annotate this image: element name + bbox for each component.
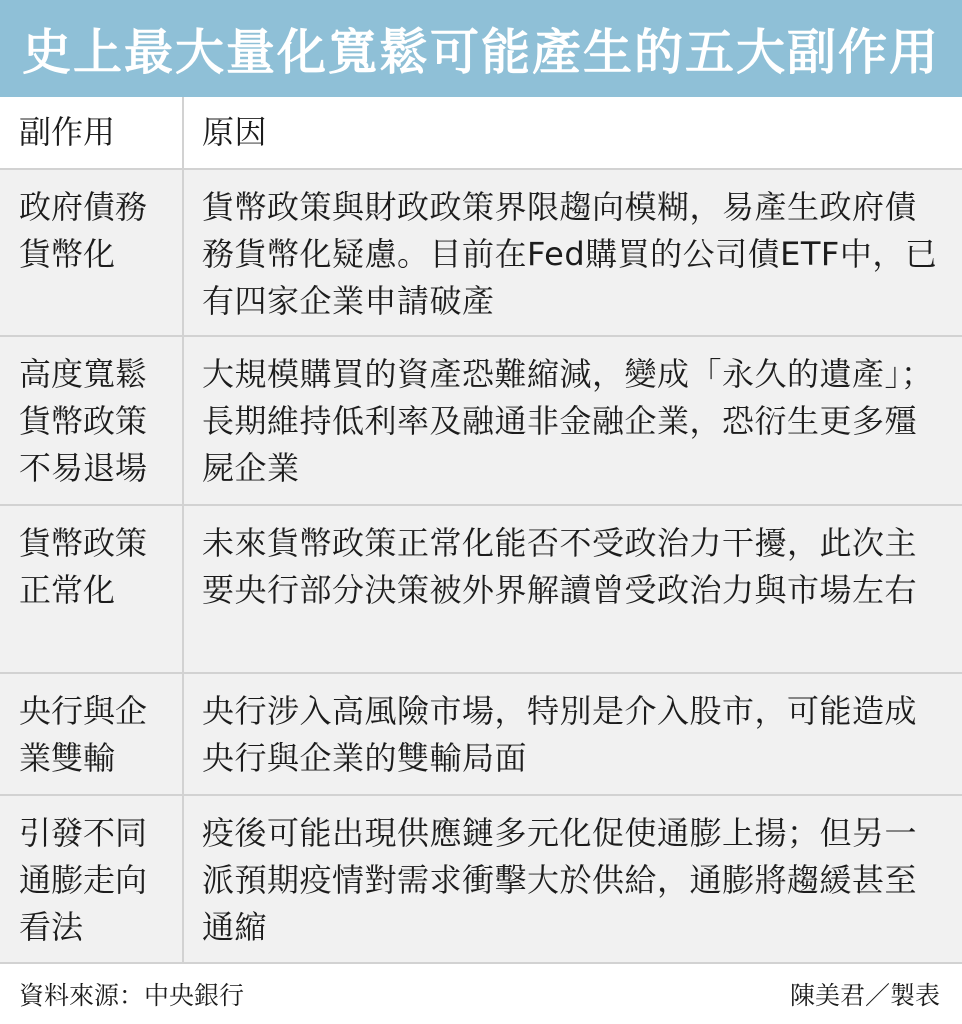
footer [0,964,962,1024]
side-effect-cell: 貨幣政策正常化 [0,506,184,672]
table-header-row [0,97,962,170]
reason-cell: 未來貨幣政策正常化能否不受政治力干擾，此次主要央行部分決策被外界解讀曾受政治力與市場左右 [202,524,918,609]
table-row [0,170,962,337]
page-title: 史上最大量化寬鬆可能產生的五大副作用 [21,23,940,81]
header-side-effect: 副作用 [0,97,184,168]
data-source: 資料來源：中央銀行 [19,981,245,1010]
credit: 陳美君／製表 [789,981,940,1010]
header-reason: 原因 [202,113,268,151]
table-row [0,506,962,674]
reason-cell: 疫後可能出現供應鏈多元化促使通膨上揚；但另一派預期疫情對需求衝擊大於供給，通膨將趨緩甚至通縮 [202,814,918,946]
side-effects-table [0,97,962,964]
reason-cell: 貨幣政策與財政政策界限趨向模糊，易產生政府債務貨幣化疑慮。目前在Fed購買的公司債ETF中，已有四家企業申請破產 [202,188,938,320]
table-row [0,337,962,506]
title-bar [0,0,962,97]
reason-cell: 央行涉入高風險市場，特別是介入股市，可能造成央行與企業的雙輸局面 [202,692,918,777]
side-effect-cell: 引發不同通膨走向看法 [0,796,184,962]
table-row [0,674,962,796]
reason-cell: 大規模購買的資產恐難縮減，變成「永久的遺產」；長期維持低利率及融通非金融企業，恐衍生更多殭屍企業 [202,355,934,487]
side-effect-cell: 央行與企業雙輸 [0,674,184,794]
side-effect-cell: 政府債務貨幣化 [0,170,184,335]
side-effect-cell: 高度寬鬆貨幣政策不易退場 [0,337,184,504]
table-row [0,796,962,964]
